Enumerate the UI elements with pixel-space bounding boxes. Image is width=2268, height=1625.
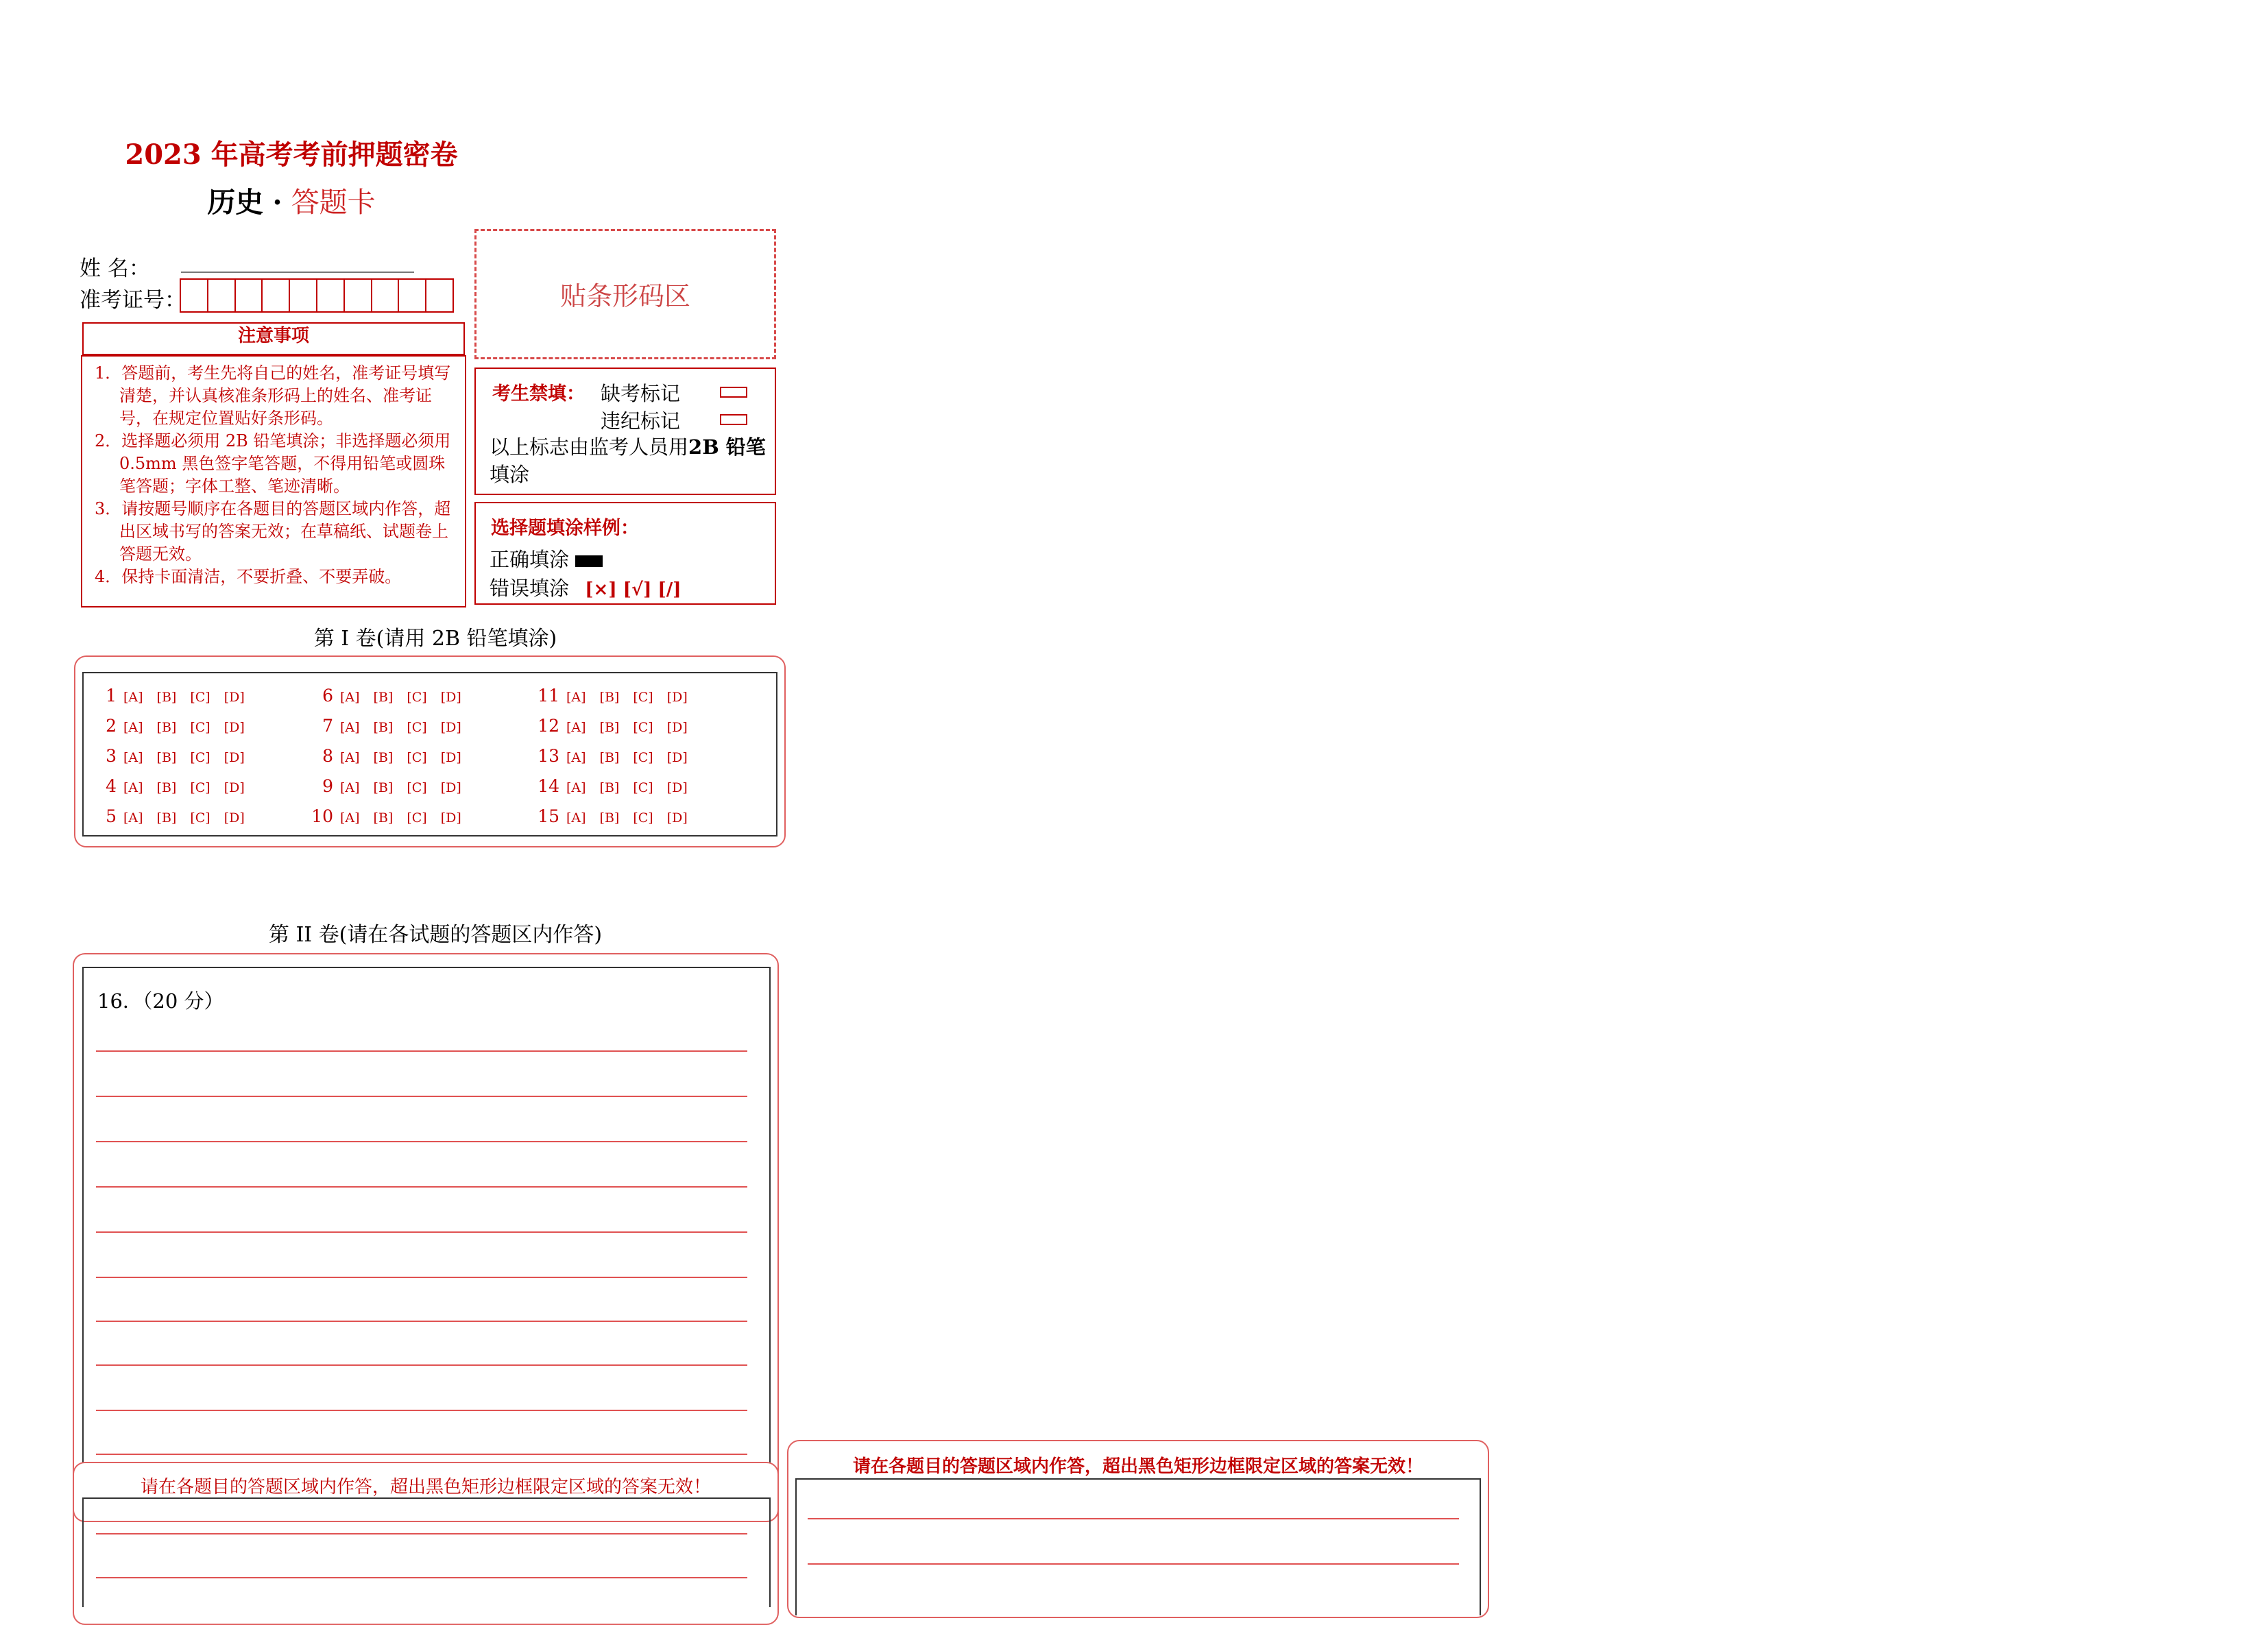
question-row[interactable] <box>536 806 701 826</box>
q16-answer-area[interactable] <box>82 967 771 1471</box>
option-a[interactable]: [A] <box>123 720 143 735</box>
filled-mark-icon <box>575 555 603 567</box>
option-d[interactable]: [D] <box>224 810 245 826</box>
question-row[interactable] <box>310 746 475 766</box>
option-d[interactable]: [D] <box>666 810 688 826</box>
option-b[interactable]: [B] <box>599 720 620 735</box>
notice-item: 2．选择题必须用 2B 铅笔填涂；非选择题必须用 0.5mm 黑色签字笔答题，不得用铅笔或圆珠笔答题；字体工整、笔迹清晰。 <box>95 431 451 496</box>
answer-line <box>808 1518 1459 1519</box>
option-c[interactable]: [C] <box>407 720 427 735</box>
option-b[interactable]: [B] <box>156 720 177 735</box>
option-c[interactable]: [C] <box>633 690 653 705</box>
question-row[interactable] <box>93 806 258 826</box>
wrong-marks: [×] [√] [/] <box>585 579 681 600</box>
option-c[interactable]: [C] <box>407 690 427 705</box>
question-number: 10 <box>311 806 333 826</box>
warning-text: 请在各题目的答题区域内作答，超出黑色矩形边框限定区域的答案无效！ <box>140 1477 711 1497</box>
option-b[interactable]: [B] <box>156 810 177 826</box>
notice-box <box>81 355 466 607</box>
answer-line <box>96 1231 747 1233</box>
option-c[interactable]: [C] <box>190 810 210 826</box>
violation-mark-label: 违纪标记 <box>601 409 681 433</box>
option-a[interactable]: [A] <box>340 750 360 765</box>
id-digit-box[interactable] <box>399 280 426 311</box>
option-a[interactable]: [A] <box>123 750 143 765</box>
option-d[interactable]: [D] <box>440 690 461 705</box>
sample-title: 选择题填涂样例： <box>491 518 639 539</box>
right-answer-area[interactable] <box>795 1478 1481 1615</box>
answer-line <box>96 1454 747 1455</box>
sample-correct-label: 正确填涂 <box>490 548 570 571</box>
question-number: 2 <box>106 716 117 736</box>
option-d[interactable]: [D] <box>666 750 688 765</box>
option-c[interactable]: [C] <box>190 690 210 705</box>
option-b[interactable]: [B] <box>373 690 394 705</box>
notice-list <box>89 362 458 588</box>
option-b[interactable]: [B] <box>599 780 620 795</box>
answer-line <box>96 1410 747 1411</box>
answer-line <box>96 1321 747 1322</box>
question-number: 15 <box>538 806 559 826</box>
absent-mark-box[interactable] <box>720 387 747 398</box>
question-number: 6 <box>322 686 333 706</box>
question-number: 9 <box>322 776 333 796</box>
option-c[interactable]: [C] <box>190 720 210 735</box>
name-field[interactable] <box>181 272 414 273</box>
forbidden-note-suffix: 填涂 <box>490 463 530 486</box>
part1-answer-grid <box>82 672 777 836</box>
answer-line <box>808 1563 1459 1565</box>
id-digit-box[interactable] <box>236 280 263 311</box>
option-b[interactable]: [B] <box>156 780 177 795</box>
question-row[interactable] <box>536 776 701 796</box>
question-row[interactable] <box>536 746 701 766</box>
question-row[interactable] <box>536 716 701 736</box>
question-number: 5 <box>106 806 117 826</box>
option-a[interactable]: [A] <box>123 690 143 705</box>
option-b[interactable]: [B] <box>599 810 620 826</box>
answer-line <box>96 1096 747 1097</box>
answer-line <box>96 1364 747 1366</box>
option-a[interactable]: [A] <box>340 780 360 795</box>
question-row[interactable] <box>536 686 701 706</box>
part1-label: 第 I 卷(请用 2B 铅笔填涂) <box>313 627 557 651</box>
subject-heading <box>0 180 583 220</box>
warning-text: 请在各题目的答题区域内作答，超出黑色矩形边框限定区域的答案无效！ <box>852 1456 1423 1477</box>
question-number: 4 <box>106 776 117 796</box>
option-d[interactable]: [D] <box>440 720 461 735</box>
option-a[interactable]: [A] <box>123 810 143 826</box>
violation-mark-box[interactable] <box>720 414 747 425</box>
option-b[interactable]: [B] <box>599 690 620 705</box>
id-digit-box[interactable] <box>290 280 317 311</box>
id-digit-box[interactable] <box>181 280 208 311</box>
option-b[interactable]: [B] <box>373 750 394 765</box>
option-a[interactable]: [A] <box>340 720 360 735</box>
option-d[interactable]: [D] <box>666 690 688 705</box>
forbidden-note <box>490 433 771 488</box>
id-digit-box[interactable] <box>317 280 345 311</box>
option-a[interactable]: [A] <box>566 720 586 735</box>
option-d[interactable]: [D] <box>224 750 245 765</box>
question-row[interactable] <box>93 746 258 766</box>
separator-dot: · <box>272 186 282 219</box>
absent-mark-label: 缺考标记 <box>601 382 681 405</box>
option-a[interactable]: [A] <box>566 810 586 826</box>
option-d[interactable]: [D] <box>440 810 461 826</box>
question-number: 1 <box>106 686 117 706</box>
barcode-label: 贴条形码区 <box>559 281 690 311</box>
option-c[interactable]: [C] <box>190 750 210 765</box>
notice-item: 3．请按题号顺序在各题目的答题区域内作答，超出区域书写的答案无效；在草稿纸、试题卷上答题无效。 <box>95 499 451 564</box>
question-row[interactable] <box>93 776 258 796</box>
notice-title-box <box>82 322 465 355</box>
option-d[interactable]: [D] <box>224 720 245 735</box>
option-d[interactable]: [D] <box>224 780 245 795</box>
question-number: 13 <box>538 746 559 766</box>
question-row[interactable] <box>310 776 475 796</box>
forbidden-label: 考生禁填： <box>492 383 585 405</box>
option-a[interactable]: [A] <box>566 780 586 795</box>
id-digit-box[interactable] <box>426 280 453 311</box>
part2-label: 第 II 卷(请在各试题的答题区内作答) <box>268 923 603 947</box>
next-answer-area-left[interactable] <box>82 1497 771 1607</box>
exam-title: 2023 年高考考前押题密卷 <box>125 139 458 171</box>
question-number: 3 <box>106 746 117 766</box>
sample-box <box>474 502 776 605</box>
notice-item: 1．答题前，考生先将自己的姓名，准考证号填写清楚，并认真核准条形码上的姓名、准考证号，在规定位置贴好条形码。 <box>95 363 451 428</box>
option-a[interactable]: [A] <box>340 690 360 705</box>
option-a[interactable]: [A] <box>566 690 586 705</box>
option-c[interactable]: [C] <box>407 750 427 765</box>
id-digit-box[interactable] <box>263 280 290 311</box>
question-number: 11 <box>538 686 559 706</box>
answer-line <box>96 1277 747 1278</box>
card-name: 答题卡 <box>291 186 376 219</box>
q16-label: 16．（20 分） <box>97 989 224 1013</box>
option-b[interactable]: [B] <box>373 720 394 735</box>
answer-line <box>96 1050 747 1052</box>
question-row[interactable] <box>310 716 475 736</box>
answer-line <box>96 1186 747 1188</box>
option-a[interactable]: [A] <box>340 810 360 826</box>
option-d[interactable]: [D] <box>440 780 461 795</box>
option-b[interactable]: [B] <box>599 750 620 765</box>
option-d[interactable]: [D] <box>224 690 245 705</box>
option-c[interactable]: [C] <box>190 780 210 795</box>
question-row[interactable] <box>310 806 475 826</box>
answer-line <box>96 1141 747 1142</box>
sample-wrong-label: 错误填涂 <box>490 577 570 600</box>
option-d[interactable]: [D] <box>666 780 688 795</box>
option-c[interactable]: [C] <box>407 810 427 826</box>
answer-line <box>96 1533 747 1534</box>
forbidden-note-bold: 2B 铅笔 <box>688 435 766 459</box>
option-c[interactable]: [C] <box>633 810 653 826</box>
notice-title: 注意事项 <box>237 326 309 346</box>
option-d[interactable]: [D] <box>666 720 688 735</box>
subject-name: 历史 <box>207 186 264 219</box>
option-b[interactable]: [B] <box>373 810 394 826</box>
notice-item: 4．保持卡面清洁，不要折叠、不要弄破。 <box>95 567 402 586</box>
id-digit-box[interactable] <box>372 280 400 311</box>
option-d[interactable]: [D] <box>440 750 461 765</box>
forbidden-note-prefix: 以上标志由监考人员用 <box>490 435 689 459</box>
forbidden-box <box>474 368 776 495</box>
option-c[interactable]: [C] <box>407 780 427 795</box>
option-b[interactable]: [B] <box>156 750 177 765</box>
question-row[interactable] <box>310 686 475 706</box>
question-row[interactable] <box>93 716 258 736</box>
sample-wrong-row <box>490 573 681 601</box>
question-number: 7 <box>322 716 333 736</box>
question-row[interactable] <box>93 686 258 706</box>
answer-line <box>96 1577 747 1578</box>
option-a[interactable]: [A] <box>566 750 586 765</box>
name-label: 姓 名： <box>80 256 150 281</box>
question-number: 8 <box>322 746 333 766</box>
id-number-boxes[interactable] <box>180 278 454 313</box>
option-a[interactable]: [A] <box>123 780 143 795</box>
option-b[interactable]: [B] <box>156 690 177 705</box>
id-label: 准考证号： <box>80 288 186 313</box>
question-number: 14 <box>538 776 559 796</box>
sample-correct-row <box>490 544 603 573</box>
option-c[interactable]: [C] <box>633 750 653 765</box>
question-number: 12 <box>538 716 559 736</box>
id-digit-box[interactable] <box>345 280 372 311</box>
option-c[interactable]: [C] <box>633 780 653 795</box>
option-b[interactable]: [B] <box>373 780 394 795</box>
barcode-area <box>474 229 776 359</box>
id-digit-box[interactable] <box>208 280 236 311</box>
option-c[interactable]: [C] <box>633 720 653 735</box>
